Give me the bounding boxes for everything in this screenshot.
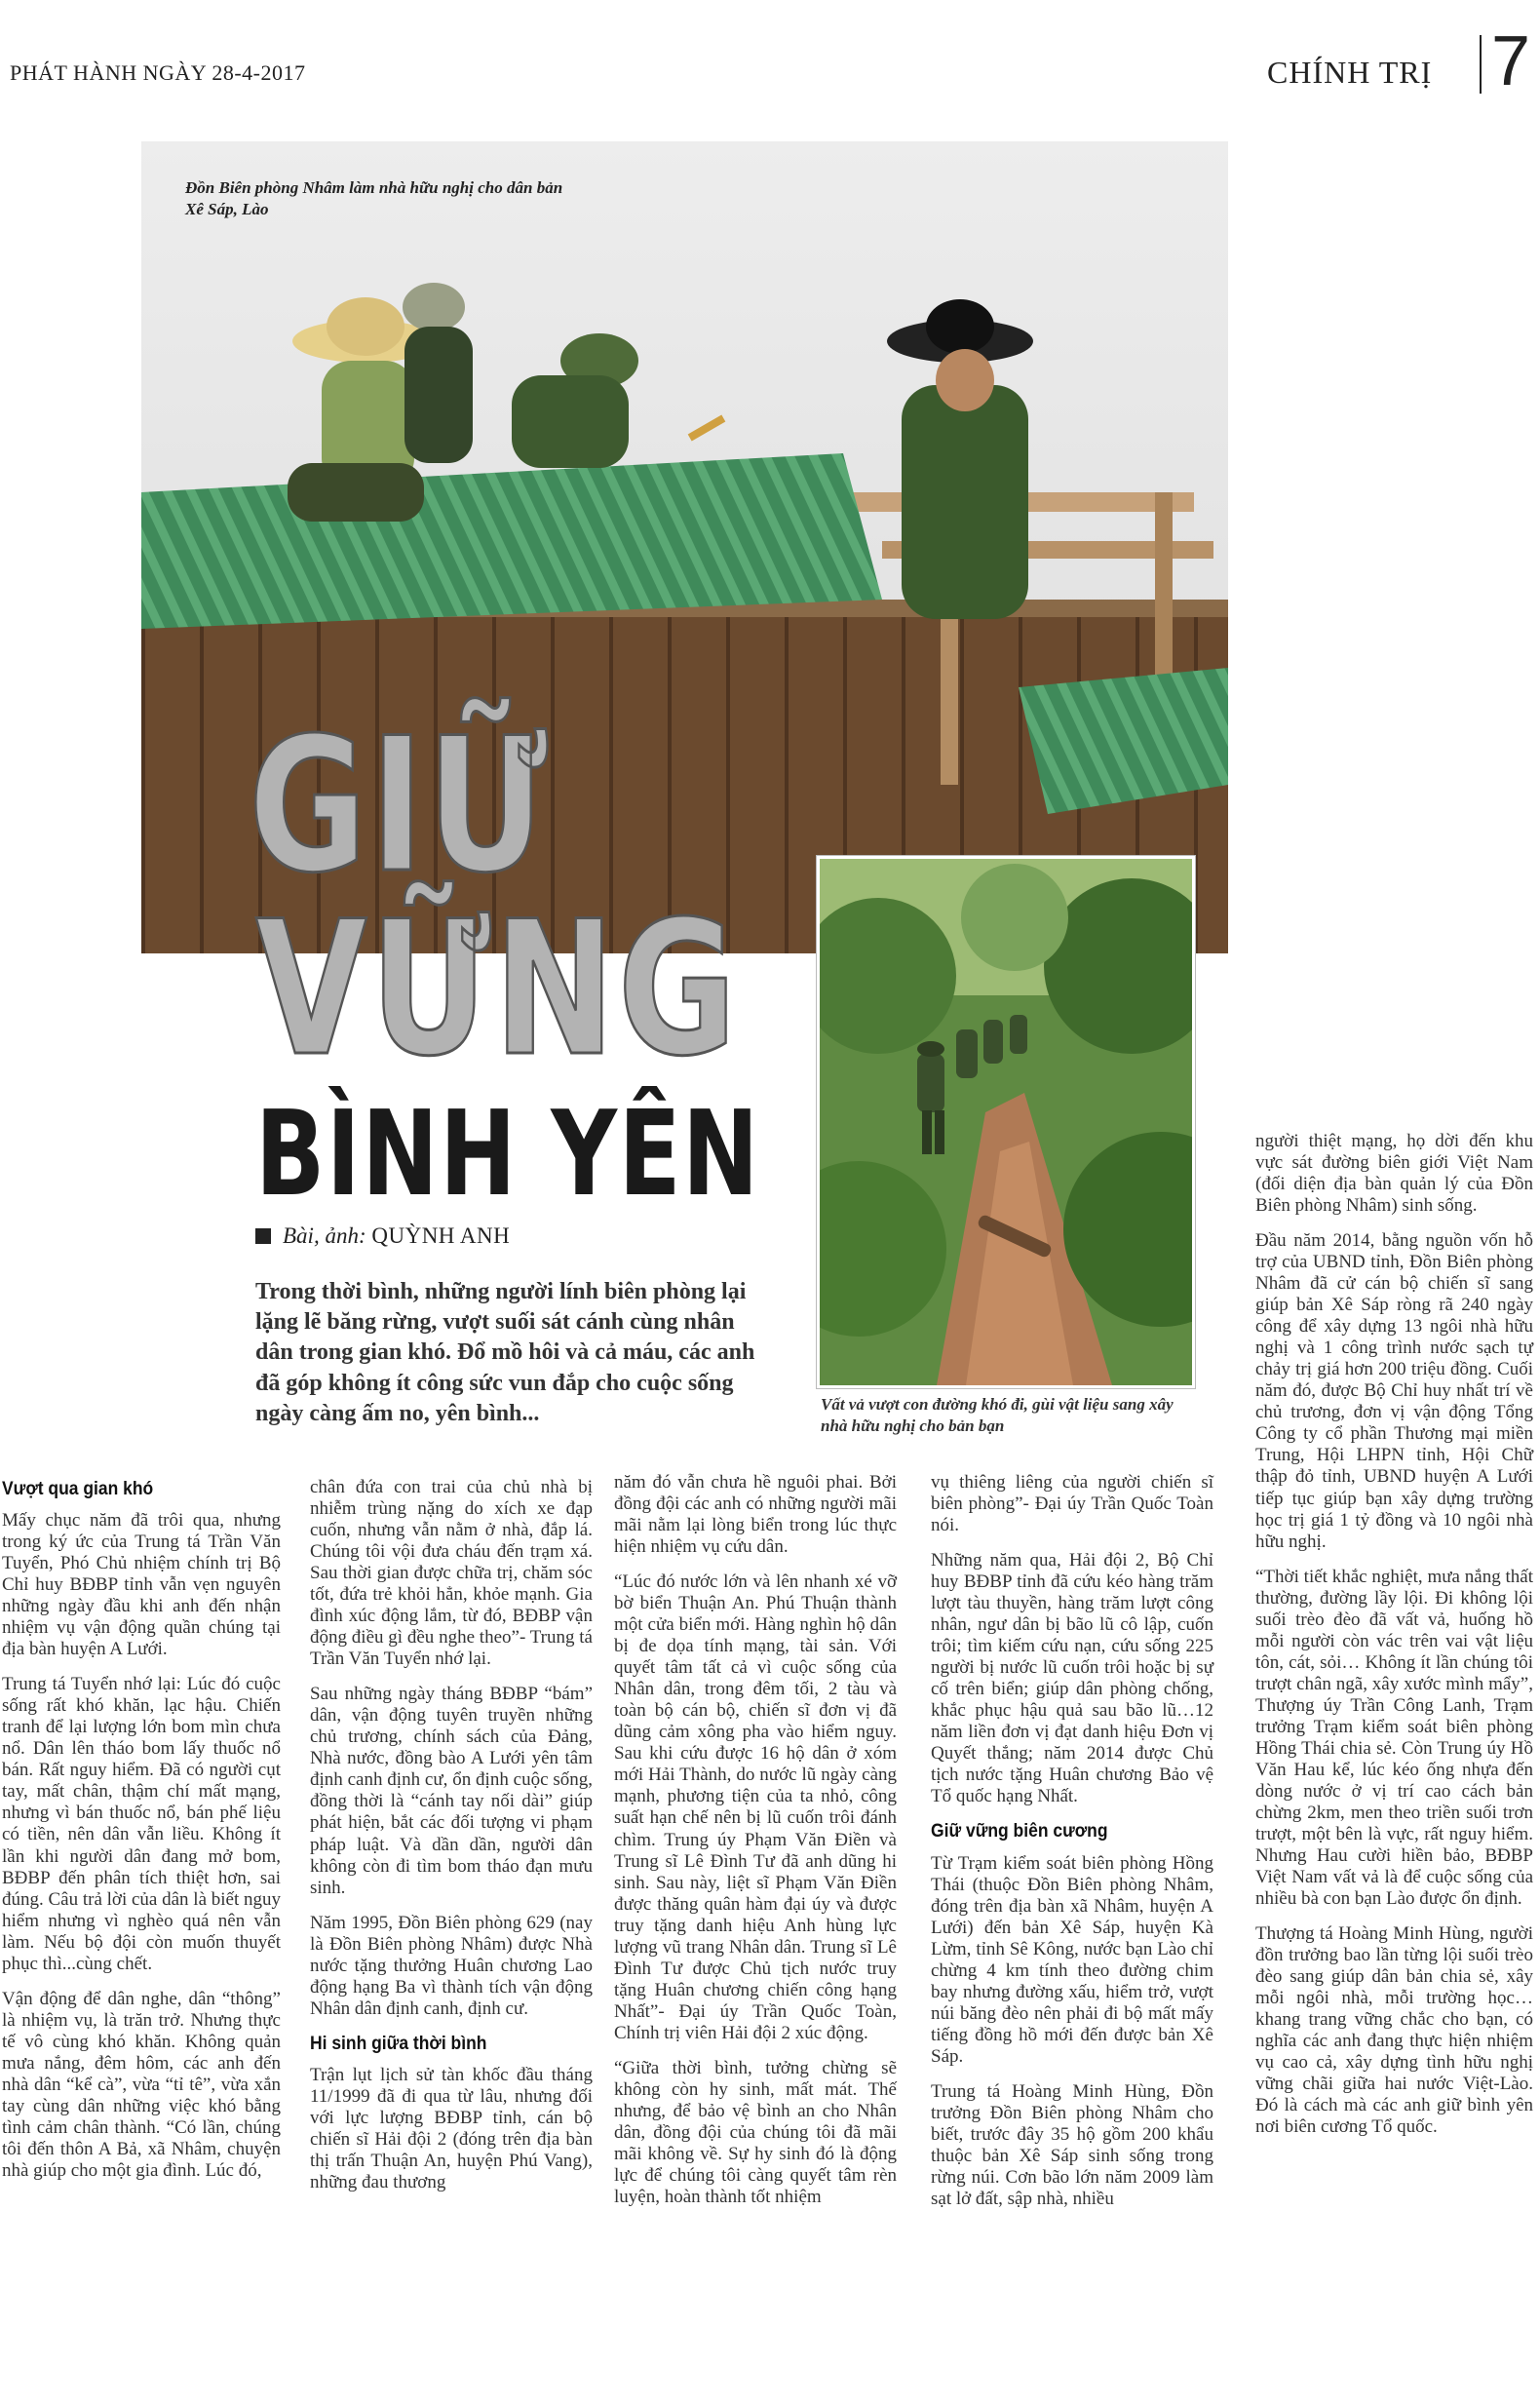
headline-line-1: GIỮ bbox=[249, 698, 551, 913]
paragraph: Năm 1995, Đồn Biên phòng 629 (nay là Đồn Biên phòng Nhâm) được Nhà nước tặng thưởng Huân chương Lao động hạng Ba vì thành tích vận động Nhân dân định canh, định cư. bbox=[310, 1912, 593, 2019]
article-column-1 bbox=[2, 1479, 281, 2195]
side-photo bbox=[817, 856, 1195, 1388]
paragraph: Mấy chục năm đã trôi qua, nhưng trong ký ức của Trung tá Trần Văn Tuyển, Phó Chủ nhiệm chính trị Bộ Chỉ huy BĐBP tỉnh vẫn vẹn nguyên những ngày đầu khi anh đến nhận nhiệm vụ vận động quần chúng tại địa bàn huyện A Lưới. bbox=[2, 1510, 281, 1660]
paragraph: Đầu năm 2014, bằng nguồn vốn hỗ trợ của UBND tỉnh, Đồn Biên phòng Nhâm đã cử cán bộ chiến sĩ sang giúp bản Xê Sáp ròng rã 240 ngày công để xây dựng 13 ngôi nhà hữu nghị và 1 công trình nước sạch tự chảy trị giá hơn 200 triệu đồng. Cuối năm đó, được Bộ Chỉ huy nhất trí về chủ trương, đơn vị vận động Tổng Công ty cổ phần Thương mại miền Trung, Hội LHPN tỉnh, Hội Chữ thập đỏ tỉnh, UBND huyện A Lưới tiếp tục giúp bạn xây dựng trường học trị giá 1 tỷ đồng và 10 ngôi nhà hữu nghị. bbox=[1255, 1230, 1533, 1552]
subheading-vuot-qua-gian-kho: Vượt qua gian khó bbox=[2, 1479, 154, 1499]
lead-paragraph: Trong thời bình, những người lính biên phòng lại lặng lẽ băng rừng, vượt suối sát cánh cùng nhân dân trong gian khó. Đổ mồ hôi và cả máu, các anh đã góp không ít công sức vun đắp cho cuộc sống ngày càng ấm no, yên bình... bbox=[255, 1279, 755, 1426]
paragraph: vụ thiêng liêng của người chiến sĩ biên phòng”- Đại úy Trần Quốc Toàn nói. bbox=[931, 1472, 1213, 1536]
paragraph: Trung tá Hoàng Minh Hùng, Đồn trưởng Đồn Biên phòng Nhâm cho biết, trước đây 35 hộ gồm 200 khẩu thuộc bản Xê Sáp sinh sống trong rừng núi. Cơn bão lớn năm 2009 làm sạt lở đất, sập nhà, nhiều bbox=[931, 2080, 1213, 2209]
paragraph: “Lúc đó nước lớn và lên nhanh xé vỡ bờ biển Thuận An. Phú Thuận thành một cửa biển mới. Hàng nghìn hộ dân bị đe dọa tính mạng, tài sản. Với quyết tâm tất cả vì cuộc sống của Nhân dân, trong đêm tối, 2 tàu và toàn bộ cán bộ, chiến sĩ đơn vị đã dũng cảm xông pha vào hiểm nguy. Sau khi cứu được 16 hộ dân ở xóm mới Hải Thành, do nước lũ ngày càng mạnh, phương tiện của ta nhỏ, công suất hạn chế nên bị lũ cuốn trôi đánh chìm. Trung úy Phạm Văn Điền và Trung sĩ Lê Đình Tư đã anh dũng hi sinh. Sau này, liệt sĩ Phạm Văn Điền được thăng quân hàm đại úy và được truy tặng danh hiệu Anh hùng lực lượng vũ trang Nhân dân. Trung sĩ Lê Đình Tư được Chủ tịch nước truy tặng Huân chương chiến công hạng Nhất”- Đại úy Trần Quốc Toàn, Chính trị viên Hải đội 2 xúc động. bbox=[614, 1571, 897, 2043]
main-photo-caption: Đồn Biên phòng Nhâm làm nhà hữu nghị cho dân bản Xê Sáp, Lào bbox=[185, 178, 563, 219]
byline-label: Bài, ảnh: bbox=[283, 1223, 366, 1248]
paragraph: Trận lụt lịch sử tàn khốc đầu tháng 11/1999 đã đi qua từ lâu, nhưng đối với lực lượng BĐBP tỉnh, cán bộ chiến sĩ Hải đội 2 (đóng trên địa bàn thị trấn Thuận An, huyện Phú Vang), những đau thương bbox=[310, 2064, 593, 2192]
article-column-5 bbox=[1255, 1131, 1533, 2152]
header-divider bbox=[1480, 35, 1482, 94]
issue-date: PHÁT HÀNH NGÀY 28-4-2017 bbox=[10, 60, 306, 85]
paragraph: Vận động để dân nghe, dân “thông” là nhiệm vụ, là trăn trở. Nhưng thực tế vô cùng khó khăn. Không quản mưa nắng, đêm hôm, các anh đến nhà dân “kể cà”, vừa “tỉ tê”, vừa xắn tay cùng dân những việc khó bằng tình cảm chân thành. “Có lần, chúng tôi đến thôn A Bả, xã Nhâm, chuyện nhà giúp cho một gia đình. Lúc đó, bbox=[2, 1988, 281, 2181]
side-photo-caption: Vất vả vượt con đường khó đi, gùi vật liệu sang xây nhà hữu nghị cho bản bạn bbox=[821, 1395, 1174, 1436]
page-number: 7 bbox=[1491, 22, 1531, 100]
byline-author: QUỲNH ANH bbox=[371, 1223, 511, 1248]
byline bbox=[255, 1223, 510, 1249]
headline-line-3: BÌNH YÊN bbox=[255, 1087, 760, 1222]
paragraph: chân đứa con trai của chủ nhà bị nhiễm trùng nặng do xích xe đạp cuốn, nhưng vẫn nằm ở nhà, đắp lá. Chúng tôi vội đưa cháu đến trạm xá. Sau thời gian được chữa trị, chăm sóc tốt, đứa trẻ khỏi hẳn, khỏe mạnh. Gia đình xúc động lắm, từ đó, BĐBP vận động điều gì đều nghe theo”- Trung tá Trần Văn Tuyển nhớ lại. bbox=[310, 1477, 593, 1670]
paragraph: Thượng tá Hoàng Minh Hùng, người đồn trưởng bao lần từng lội suối trèo đèo sang giúp dân bản chia sẻ, xây mỗi ngôi nhà, mỗi trường học…khang trang vững chắc cho bạn, có nghĩa các anh đang thực hiện nhiệm vụ cao cả, xây dựng tình hữu nghị vững chãi giữa hai nước Việt-Lào. Đó là cách mà các anh giữ bình yên nơi biên cương Tổ quốc. bbox=[1255, 1923, 1533, 2138]
paragraph: Những năm qua, Hải đội 2, Bộ Chỉ huy BĐBP tỉnh đã cứu kéo hàng trăm lượt tàu thuyền, hàng trăm lượt công nhân, ngư dân bị bão lũ cô lập, cuốn trôi; tìm kiếm cứu nạn, cứu sống 225 người bị nước lũ cuốn trôi hoặc bị sự cố trên biển; giúp dân phòng chống, khắc phục hậu quả sau bão lũ…12 năm liền đơn vị đạt danh hiệu Đơn vị Quyết thắng; năm 2014 được Chủ tịch nước tặng Huân chương Bảo vệ Tổ quốc hạng Nhất. bbox=[931, 1550, 1213, 1807]
headline-line-2: VỮNG bbox=[255, 881, 740, 1097]
paragraph: năm đó vẫn chưa hề nguôi phai. Bởi đồng đội các anh có những người mãi mãi nằm lại lòng biển trong lúc thực hiện nhiệm vụ cứu dân. bbox=[614, 1472, 897, 1558]
article-column-2 bbox=[310, 1477, 593, 2207]
article-column-4 bbox=[931, 1472, 1213, 2224]
paragraph: “Giữa thời bình, tưởng chừng sẽ không còn hy sinh, mất mát. Thế nhưng, để bảo vệ bình an cho Nhân dân, đồng đội của chúng tôi đã mãi mãi không về. Sự hy sinh đó là động lực để chúng tôi càng quyết tâm rèn luyện, hoàn thành tốt nhiệm bbox=[614, 2057, 897, 2207]
section-name: CHÍNH TRỊ bbox=[1267, 55, 1433, 90]
article-column-3 bbox=[614, 1472, 897, 2222]
paragraph: Trung tá Tuyển nhớ lại: Lúc đó cuộc sống rất khó khăn, lạc hậu. Chiến tranh để lại lượng lớn bom mìn chưa nổ. Dân lên tháo bom lấy thuốc nổ bán. Rất nguy hiểm. Đã có người cụt tay, mất chân, thậm chí mất mạng, nhưng vì bán thuốc nổ, bán phế liệu có tiền, nên dân vẫn liều. Không ít lần khi người dân đang mở bom, BĐBP đến phân tích thiệt hơn, sai đúng. Câu trả lời của dân là biết nguy hiểm nhưng vì nghèo quá nên vẫn làm. Nếu bộ đội còn muốn thuyết phục thì...cùng chết. bbox=[2, 1674, 282, 1974]
paragraph: “Thời tiết khắc nghiệt, mưa nắng thất thường, đường lầy lội. Đi không lội suối trèo đèo đã vất vả, huống hồ mỗi người còn vác trên vai vật liệu tôn, cát, sỏi… Không ít lần chúng tôi trượt chân ngã, xây xước mình mẩy”, Thượng úy Trần Công Lanh, Trạm trưởng Trạm kiểm soát biên phòng Hồng Thái chia sẻ. Còn Trung úy Hồ Văn Hau kể, lúc kéo ống nhựa đến dòng nước ở vị trí cao cách bản chừng 2km, men theo triền suối trơn trượt, một bên là vực, rất nguy hiểm. Nhưng Hau cười hiền bảo, BĐBP Việt Nam vất vả là để cuộc sống của nhiều bà con bạn Lào được ổn định. bbox=[1255, 1566, 1533, 1910]
paragraph: Sau những ngày tháng BĐBP “bám” dân, vận động tuyên truyền những chủ trương, chính sách của Đảng, Nhà nước, đồng bào A Lưới yên tâm định canh định cư, ổn định cuộc sống, đồng thời là “cánh tay nối dài” giúp phát hiện, bắt các đối tượng vi phạm pháp luật. Và dần dần, người dân không còn đi tìm bom tháo đạn mưu sinh. bbox=[310, 1684, 593, 1898]
subheading-giu-vung-bien-cuong: Giữ vững biên cương bbox=[931, 1821, 1108, 1843]
byline-square-icon bbox=[255, 1228, 271, 1244]
paragraph: người thiệt mạng, họ dời đến khu vực sát đường biên giới Việt Nam (đối diện địa bàn quản lý của Đồn Biên phòng Nhâm) sinh sống. bbox=[1255, 1131, 1533, 1217]
subheading-hi-sinh-giua-thoi-binh: Hi sinh giữa thời bình bbox=[310, 2033, 487, 2054]
paragraph: Từ Trạm kiểm soát biên phòng Hồng Thái (thuộc Đồn Biên phòng Nhâm, đóng trên địa bàn xã Nhâm, huyện A Lưới) đến bản Xê Sáp, huyện Kà Lừm, tỉnh Sê Kông, nước bạn Lào chỉ chừng 4 km tính theo đường chim bay nhưng đường xấu, hiểm trở, vượt núi băng đèo nên phải đi bộ mất mấy tiếng đồng hồ mới đến được bản Xê Sáp. bbox=[931, 1852, 1213, 2067]
